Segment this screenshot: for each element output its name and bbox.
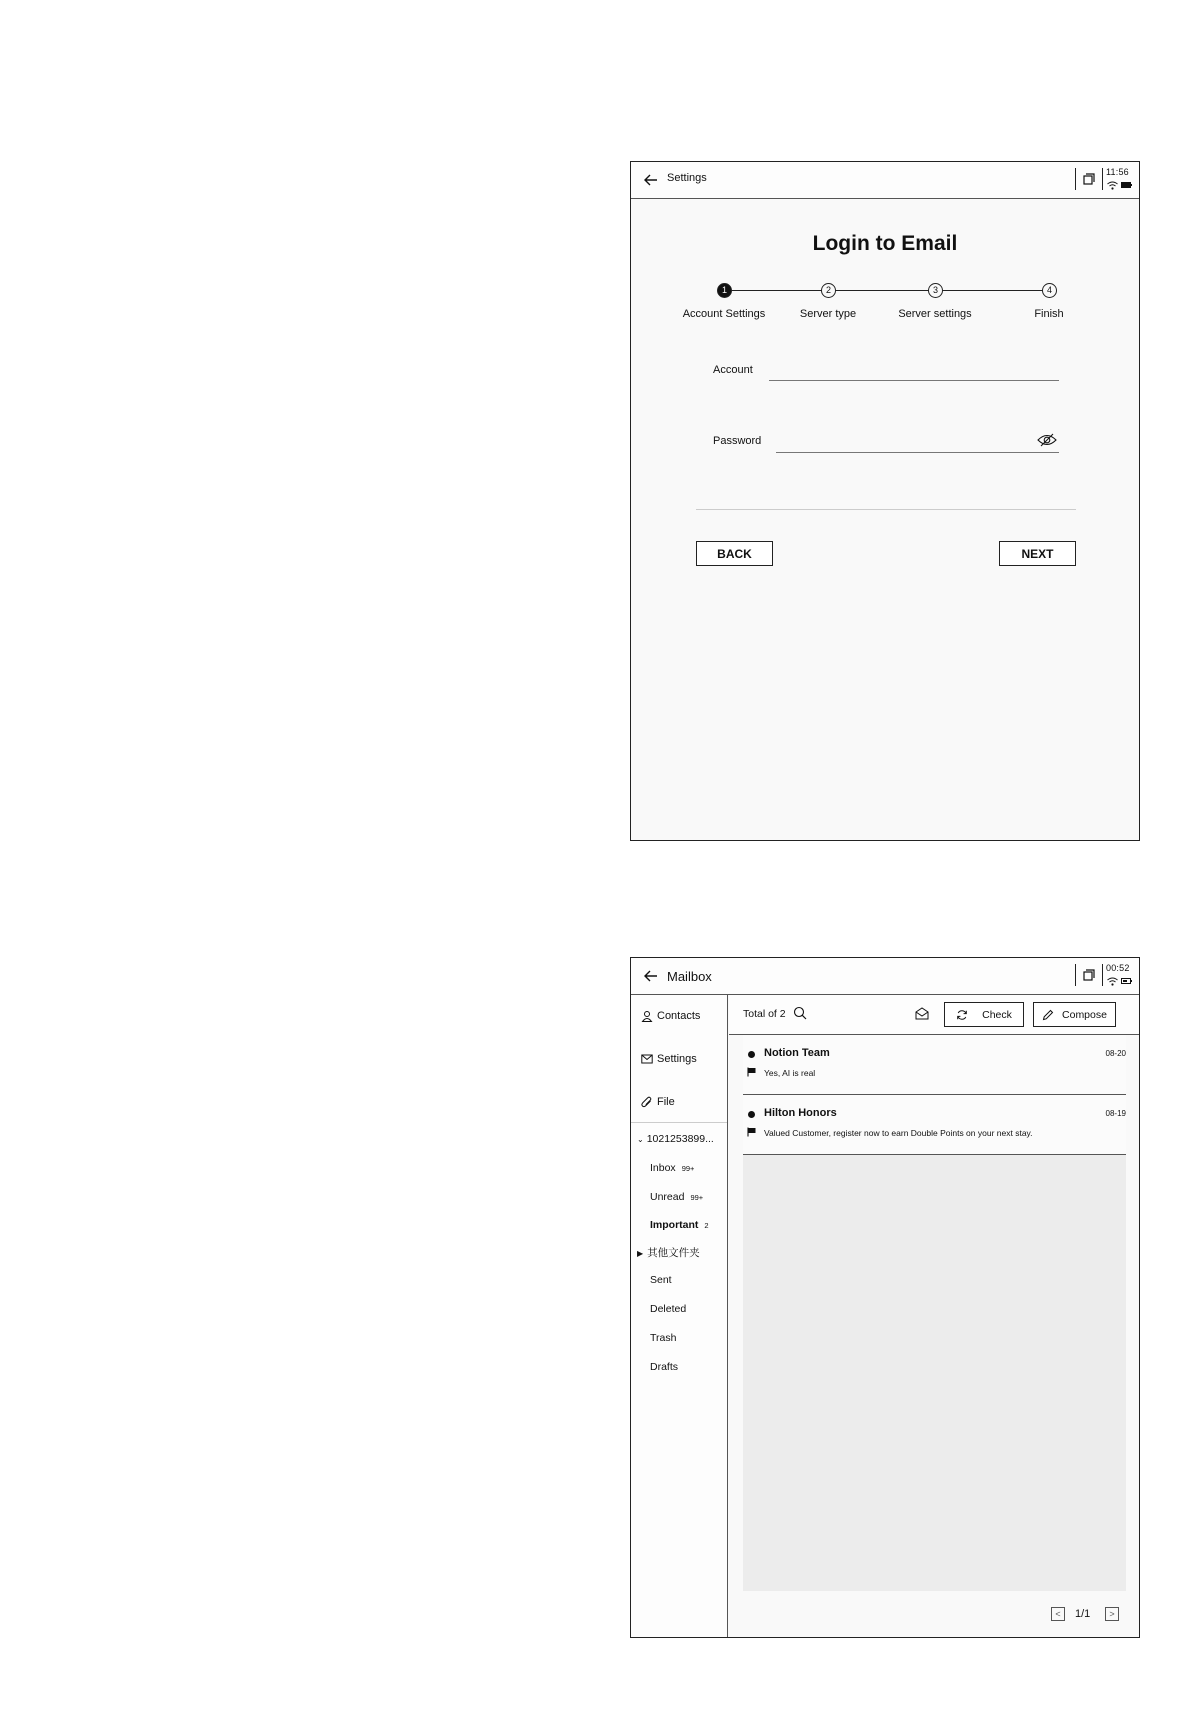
mail-preview: Yes, AI is real [764, 1068, 816, 1078]
mail-icon [641, 1053, 653, 1065]
system-tray [1075, 962, 1135, 990]
tray-divider [1102, 964, 1103, 986]
back-arrow-icon[interactable] [641, 966, 661, 986]
step-1-dot: 1 [717, 283, 732, 298]
mail-toolbar [729, 995, 1139, 1035]
sidebar-item-label: Settings [657, 1053, 697, 1065]
mailbox-sidebar [631, 995, 728, 1637]
clock: 11:56 [1106, 167, 1129, 177]
check-label: Check [982, 1008, 1012, 1021]
mark-read-icon[interactable] [915, 1007, 929, 1020]
back-arrow-icon[interactable] [641, 170, 661, 190]
step-4-dot: 4 [1042, 283, 1057, 298]
eye-hidden-icon[interactable] [1037, 433, 1057, 447]
account-selector[interactable] [637, 1133, 714, 1145]
stepper-line [724, 290, 1050, 291]
folder-count: 2 [704, 1221, 709, 1230]
folder-important[interactable] [650, 1219, 709, 1231]
back-button[interactable]: BACK [696, 541, 773, 566]
folder-name: Important [650, 1219, 699, 1231]
sidebar-item-file[interactable] [641, 1096, 675, 1108]
mail-row[interactable] [743, 1035, 1126, 1095]
total-count: Total of 2 [743, 1008, 786, 1020]
battery-icon [1121, 978, 1132, 984]
refresh-icon [956, 1009, 968, 1021]
unread-dot [748, 1111, 755, 1118]
search-icon[interactable] [793, 1006, 807, 1020]
wifi-icon [1107, 181, 1118, 190]
password-input[interactable] [776, 429, 1032, 451]
mail-sender: Hilton Honors [764, 1107, 837, 1119]
page-indicator: 1/1 [1075, 1608, 1091, 1620]
account-underline [769, 380, 1059, 381]
folder-trash[interactable]: Trash [650, 1332, 677, 1344]
folder-drafts[interactable]: Drafts [650, 1361, 679, 1373]
caret-right-icon: ▶ [637, 1249, 644, 1258]
step-2-dot: 2 [821, 283, 836, 298]
step-2-label: Server type [799, 308, 857, 320]
page-title: Mailbox [667, 969, 712, 984]
sidebar-divider [631, 1122, 727, 1123]
prev-page-button[interactable]: < [1051, 1607, 1065, 1621]
sidebar-item-settings[interactable] [641, 1053, 697, 1065]
next-page-button[interactable]: > [1105, 1607, 1119, 1621]
mail-sender: Notion Team [764, 1047, 830, 1059]
sidebar-item-label: Contacts [657, 1010, 701, 1022]
unread-dot [748, 1051, 755, 1058]
folder-inbox[interactable] [650, 1162, 694, 1174]
tray-divider [1102, 168, 1103, 190]
person-icon [641, 1010, 653, 1022]
password-label: Password [713, 435, 762, 447]
login-screen [630, 161, 1140, 841]
folder-deleted[interactable]: Deleted [650, 1303, 687, 1315]
multi-window-icon[interactable] [1083, 173, 1095, 185]
folder-count: 99+ [690, 1193, 704, 1202]
mail-date: 08-19 [1105, 1109, 1126, 1118]
folder-count: 99+ [681, 1164, 695, 1173]
folder-group-label: 其他文件夹 [647, 1247, 700, 1259]
folder-name: Inbox [650, 1162, 676, 1174]
check-button[interactable] [944, 1002, 1024, 1027]
tray-divider [1075, 964, 1076, 986]
folder-name: Unread [650, 1191, 685, 1203]
flag-icon [747, 1067, 756, 1077]
login-heading: Login to Email [812, 232, 958, 255]
folder-unread[interactable] [650, 1191, 703, 1203]
step-1-label: Account Settings [682, 308, 766, 320]
next-button[interactable]: NEXT [999, 541, 1076, 566]
step-4-label: Finish [1034, 308, 1064, 320]
system-tray [1075, 166, 1135, 194]
step-3-label: Server settings [898, 308, 972, 320]
paperclip-icon [641, 1096, 653, 1108]
page-title: Settings [667, 172, 707, 184]
mail-row[interactable] [743, 1095, 1126, 1155]
step-3-dot: 3 [928, 283, 943, 298]
folder-sent[interactable]: Sent [650, 1274, 672, 1286]
mail-preview: Valued Customer, register now to earn Double Points on your next stay. [764, 1128, 1033, 1138]
form-divider [696, 509, 1076, 510]
mail-list [743, 1035, 1126, 1591]
mailbox-screen [630, 957, 1140, 1638]
compose-button[interactable] [1033, 1002, 1116, 1027]
wifi-icon [1107, 977, 1118, 986]
clock: 00:52 [1106, 963, 1130, 973]
mailbox-main [729, 995, 1139, 1637]
multi-window-icon[interactable] [1083, 969, 1095, 981]
pagination [1051, 1607, 1126, 1623]
status-bar [631, 958, 1139, 995]
compose-label: Compose [1062, 1008, 1107, 1021]
battery-icon [1121, 182, 1132, 188]
tray-divider [1075, 168, 1076, 190]
pencil-icon [1042, 1009, 1054, 1021]
sidebar-item-contacts[interactable] [641, 1010, 700, 1022]
status-bar [631, 162, 1139, 199]
chevron-down-icon: ⌄ [637, 1135, 644, 1144]
mail-date: 08-20 [1105, 1049, 1126, 1058]
account-name: 1021253899... [646, 1133, 714, 1145]
account-input[interactable] [769, 358, 1059, 380]
account-label: Account [713, 364, 753, 376]
folder-group-other[interactable] [637, 1245, 700, 1260]
sidebar-item-label: File [657, 1096, 675, 1108]
password-underline [776, 452, 1059, 453]
flag-icon [747, 1127, 756, 1137]
